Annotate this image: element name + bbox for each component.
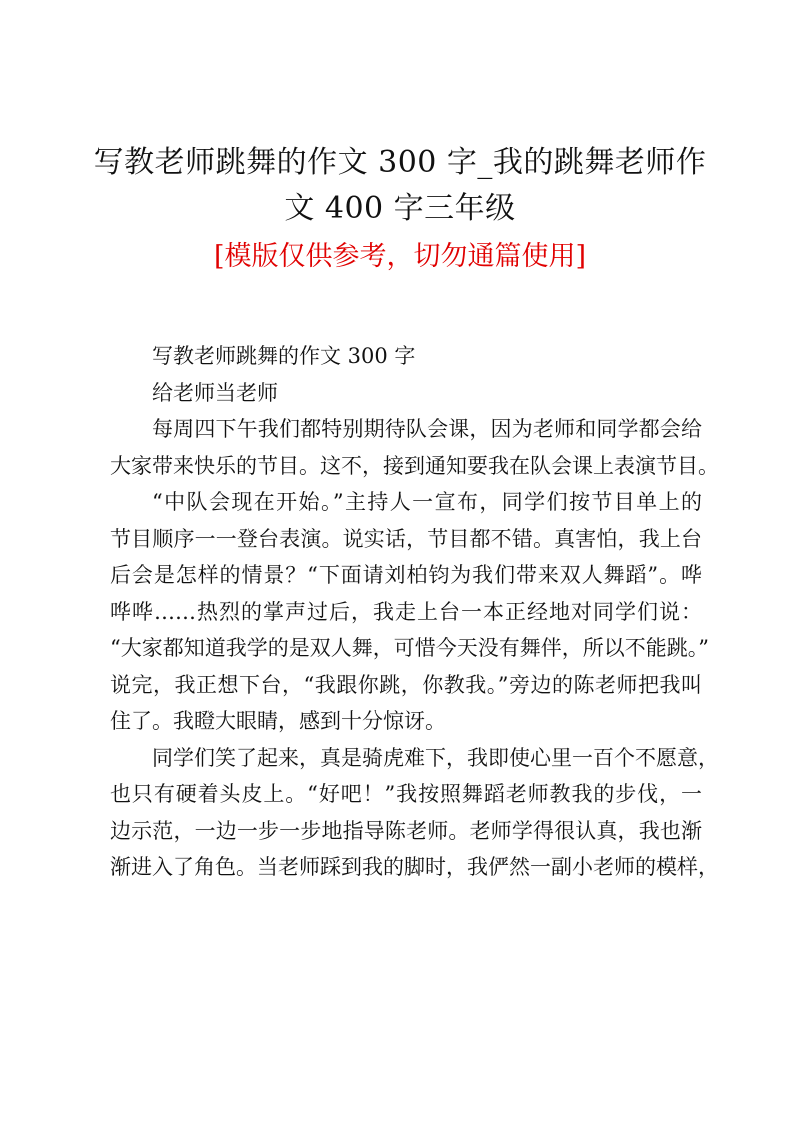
paragraph-line: 也只有硬着头皮上。“好吧！”我按照舞蹈老师教我的步伐，一 xyxy=(110,782,702,806)
paragraph-line: “中队会现在开始。”主持人一宣布，同学们按节目单上的 xyxy=(152,490,702,514)
document-body xyxy=(110,338,719,886)
heading-line: 写教老师跳舞的作文 300 字 xyxy=(152,344,416,368)
title-line: 写教老师跳舞的作文 300 字_我的跳舞老师作 xyxy=(93,145,707,180)
paragraph-line: 同学们笑了起来，真是骑虎难下，我即使心里一百个不愿意， xyxy=(152,745,719,770)
paragraph-line: 后会是怎样的情景？“下面请刘柏钧为我们带来双人舞蹈”。哗 xyxy=(110,563,702,587)
title-line: 文 400 字三年级 xyxy=(284,191,516,226)
template-notice: [模版仅供参考，切勿通篇使用] xyxy=(213,241,587,272)
paragraph-line: 住了。我瞪大眼睛，感到十分惊讶。 xyxy=(110,709,446,733)
document-title xyxy=(90,140,710,232)
paragraph-line: 边示范，一边一步一步地指导陈老师。老师学得很认真，我也渐 xyxy=(110,818,702,843)
paragraph-line: 说完，我正想下台，“我跟你跳，你教我。”旁边的陈老师把我叫 xyxy=(110,672,702,697)
paragraph xyxy=(110,411,719,484)
paragraph-line: “大家都知道我学的是双人舞，可惜今天没有舞伴，所以不能跳。” xyxy=(110,636,709,660)
paragraph-line: 渐进入了角色。当老师踩到我的脚时，我俨然一副小老师的模样， xyxy=(110,855,719,879)
heading-line: 给老师当老师 xyxy=(152,380,278,405)
section-heading xyxy=(110,338,702,375)
paragraph-line: 哗哗……热烈的掌声过后，我走上台一本正经地对同学们说： xyxy=(110,599,702,624)
section-subheading xyxy=(110,375,702,412)
paragraph xyxy=(110,740,719,886)
paragraph-line: 节目顺序一一登台表演。说实话，节目都不错。真害怕，我上台 xyxy=(110,526,702,551)
paragraph-line: 大家带来快乐的节目。这不，接到通知要我在队会课上表演节目。 xyxy=(110,453,719,478)
paragraph-line: 每周四下午我们都特别期待队会课，因为老师和同学都会给 xyxy=(152,417,702,441)
paragraph xyxy=(110,484,709,740)
